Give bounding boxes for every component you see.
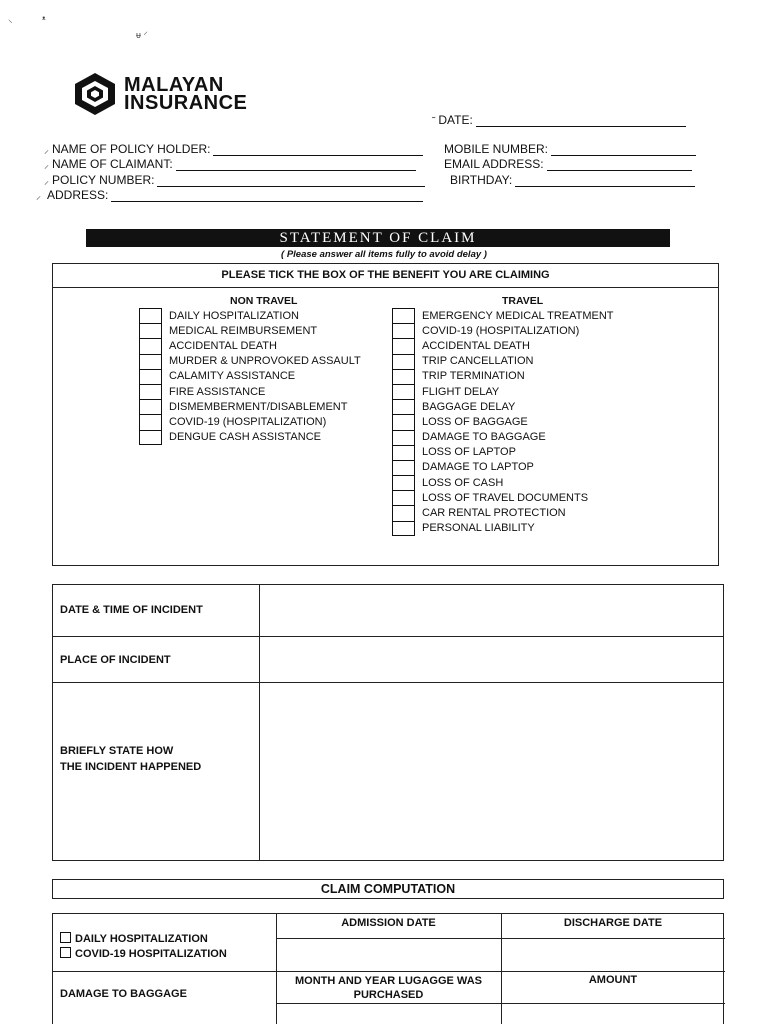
birthday-label: BIRTHDAY: [450, 173, 513, 187]
non-travel-benefit-item[interactable] [139, 399, 361, 414]
place-label: PLACE OF INCIDENT [60, 654, 171, 666]
travel-checkbox[interactable] [392, 490, 415, 505]
travel-checkbox[interactable] [392, 521, 415, 536]
policy-number-field[interactable] [44, 173, 425, 187]
travel-checkbox[interactable] [392, 399, 415, 414]
non-travel-list [139, 308, 361, 445]
incident-row-place[interactable] [53, 637, 723, 683]
scan-mark: ⸌ [8, 18, 13, 28]
travel-benefit-label: LOSS OF BAGGAGE [422, 415, 528, 428]
travel-checkbox[interactable] [392, 384, 415, 399]
non-travel-benefit-label: MURDER & UNPROVOKED ASSAULT [169, 355, 361, 368]
travel-benefit-label: FLIGHT DELAY [422, 385, 500, 398]
check-mark-icon: ⸝ [36, 191, 41, 202]
non-travel-title: NON TRAVEL [230, 295, 298, 307]
check-mark-icon: ⸝ [44, 145, 49, 156]
address-line[interactable] [111, 190, 423, 202]
birthday-line[interactable] [515, 175, 695, 187]
month-year-header [276, 974, 501, 1002]
email-line[interactable] [547, 159, 692, 171]
non-travel-benefit-label: FIRE ASSISTANCE [169, 385, 266, 398]
scan-mark: ᵾ ⸍ [136, 30, 148, 40]
travel-checkbox[interactable] [392, 430, 415, 445]
check-mark-icon: ⸝ [44, 176, 49, 187]
mobile-label: MOBILE NUMBER: [444, 142, 549, 156]
benefits-heading: PLEASE TICK THE BOX OF THE BENEFIT YOU ARE CLAIMING [53, 264, 718, 288]
covid-hosp-label: COVID-19 HOSPITALIZATION [75, 948, 227, 960]
non-travel-benefit-item[interactable] [139, 308, 361, 323]
travel-benefit-label: LOSS OF CASH [422, 476, 504, 489]
non-travel-checkbox[interactable] [139, 384, 162, 399]
non-travel-benefit-label: COVID-19 (HOSPITALIZATION) [169, 415, 327, 428]
non-travel-checkbox[interactable] [139, 399, 162, 414]
malayan-logo-icon [72, 72, 118, 116]
non-travel-checkbox[interactable] [139, 430, 162, 445]
date-field[interactable] [432, 113, 686, 127]
datetime-label: DATE & TIME OF INCIDENT [60, 604, 203, 616]
date-label: DATE: [438, 113, 473, 127]
non-travel-benefit-item[interactable] [139, 384, 361, 399]
travel-checkbox[interactable] [392, 505, 415, 520]
travel-checkbox[interactable] [392, 338, 415, 353]
travel-benefit-item[interactable] [392, 505, 614, 520]
how-label-1: BRIEFLY STATE HOW [60, 745, 174, 757]
non-travel-checkbox[interactable] [139, 369, 162, 384]
claimant-field[interactable] [44, 157, 416, 171]
non-travel-benefit-label: CALAMITY ASSISTANCE [169, 370, 296, 383]
travel-benefit-item[interactable] [392, 414, 614, 429]
travel-checkbox[interactable] [392, 323, 415, 338]
brand-line-2: INSURANCE [124, 92, 248, 114]
non-travel-checkbox[interactable] [139, 414, 162, 429]
travel-benefit-item[interactable] [392, 521, 614, 536]
covid-hosp-option[interactable] [60, 947, 227, 960]
policy-holder-label: NAME OF POLICY HOLDER: [52, 142, 211, 156]
non-travel-checkbox[interactable] [139, 323, 162, 338]
non-travel-benefit-item[interactable] [139, 354, 361, 369]
travel-benefit-item[interactable] [392, 399, 614, 414]
claim-computation-table [52, 913, 724, 1024]
damage-to-baggage-label: DAMAGE TO BAGGAGE [60, 988, 187, 1000]
travel-benefit-item[interactable] [392, 308, 614, 323]
check-mark-icon: ˜ [432, 116, 436, 127]
comp-divider [501, 914, 502, 1024]
non-travel-benefit-item[interactable] [139, 430, 361, 445]
policy-holder-line[interactable] [213, 144, 423, 156]
date-line[interactable] [476, 115, 686, 127]
travel-benefit-label: BAGGAGE DELAY [422, 400, 516, 413]
travel-benefit-item[interactable] [392, 323, 614, 338]
travel-benefit-label: DAMAGE TO BAGGAGE [422, 431, 546, 444]
travel-benefit-label: EMERGENCY MEDICAL TREATMENT [422, 309, 614, 322]
brand-line-1: MALAYAN [124, 74, 224, 96]
company-logo [72, 72, 247, 116]
address-label: ADDRESS: [47, 188, 109, 202]
discharge-date-header: DISCHARGE DATE [563, 917, 663, 929]
travel-benefit-item[interactable] [392, 475, 614, 490]
travel-benefit-item[interactable] [392, 445, 614, 460]
travel-benefit-item[interactable] [392, 338, 614, 353]
travel-checkbox[interactable] [392, 369, 415, 384]
claimant-line[interactable] [176, 159, 416, 171]
how-label-2: THE INCIDENT HAPPENED [60, 761, 202, 773]
travel-benefit-label: PERSONAL LIABILITY [422, 522, 535, 535]
travel-checkbox[interactable] [392, 414, 415, 429]
non-travel-checkbox[interactable] [139, 308, 162, 323]
policy-holder-field[interactable] [44, 142, 423, 156]
travel-benefit-label: ACCIDENTAL DEATH [422, 339, 530, 352]
amount-header: AMOUNT [588, 974, 638, 986]
address-field[interactable] [36, 188, 423, 202]
non-travel-benefit-label: ACCIDENTAL DEATH [169, 339, 277, 352]
comp-rule [276, 938, 725, 939]
non-travel-checkbox[interactable] [139, 354, 162, 369]
travel-benefit-label: LOSS OF LAPTOP [422, 446, 516, 459]
non-travel-checkbox[interactable] [139, 338, 162, 353]
incident-row-how[interactable] [53, 683, 723, 862]
travel-benefit-label: LOSS OF TRAVEL DOCUMENTS [422, 491, 589, 504]
month-year-line-2: PURCHASED [353, 989, 424, 1001]
comp-rule [276, 1003, 725, 1004]
travel-benefit-label: TRIP TERMINATION [422, 370, 525, 383]
non-travel-benefit-label: DISMEMBERMENT/DISABLEMENT [169, 400, 348, 413]
admission-date-header: ADMISSION DATE [341, 917, 436, 929]
travel-checkbox[interactable] [392, 460, 415, 475]
birthday-field[interactable] [450, 173, 695, 187]
benefits-section [52, 263, 719, 566]
travel-benefit-item[interactable] [392, 354, 614, 369]
comp-divider [276, 914, 277, 1024]
travel-benefit-item[interactable] [392, 460, 614, 475]
travel-checkbox[interactable] [392, 354, 415, 369]
statement-of-claim-banner: STATEMENT OF CLAIM [86, 229, 670, 247]
claim-computation-heading: CLAIM COMPUTATION [52, 879, 724, 899]
travel-title: TRAVEL [502, 295, 544, 307]
email-field[interactable] [444, 157, 692, 171]
mobile-field[interactable] [444, 142, 696, 156]
travel-benefit-label: COVID-19 (HOSPITALIZATION) [422, 324, 580, 337]
travel-benefit-item[interactable] [392, 430, 614, 445]
non-travel-benefit-label: MEDICAL REIMBURSEMENT [169, 324, 318, 337]
mobile-line[interactable] [551, 144, 696, 156]
covid-hosp-checkbox[interactable] [60, 947, 71, 958]
month-year-line-1: MONTH AND YEAR LUGAGGE WAS [294, 975, 482, 987]
non-travel-benefit-item[interactable] [139, 369, 361, 384]
non-travel-benefit-item[interactable] [139, 414, 361, 429]
travel-benefit-item[interactable] [392, 369, 614, 384]
non-travel-benefit-label: DENGUE CASH ASSISTANCE [169, 431, 321, 444]
travel-checkbox[interactable] [392, 445, 415, 460]
incident-row-datetime[interactable] [53, 585, 723, 637]
check-mark-icon: ⸝ [44, 160, 49, 171]
non-travel-benefit-item[interactable] [139, 323, 361, 338]
claimant-label: NAME OF CLAIMANT: [52, 157, 173, 171]
travel-benefit-label: TRIP CANCELLATION [422, 355, 534, 368]
non-travel-benefit-item[interactable] [139, 338, 361, 353]
travel-list [392, 308, 614, 536]
email-label: EMAIL ADDRESS: [444, 157, 544, 171]
daily-hosp-checkbox[interactable] [60, 932, 71, 943]
daily-hosp-option[interactable] [60, 932, 208, 945]
comp-rule [53, 971, 725, 972]
travel-checkbox[interactable] [392, 308, 415, 323]
banner-note: ( Please answer all items fully to avoid delay ) [281, 249, 487, 260]
policy-number-line[interactable] [157, 175, 425, 187]
policy-number-label: POLICY NUMBER: [52, 173, 155, 187]
non-travel-benefit-label: DAILY HOSPITALIZATION [169, 309, 299, 322]
daily-hosp-label: DAILY HOSPITALIZATION [75, 933, 208, 945]
incident-table [52, 584, 724, 861]
travel-benefit-label: DAMAGE TO LAPTOP [422, 461, 534, 474]
scan-mark: ᵜ [42, 14, 46, 24]
travel-benefit-item[interactable] [392, 384, 614, 399]
travel-benefit-label: CAR RENTAL PROTECTION [422, 507, 566, 520]
travel-benefit-item[interactable] [392, 490, 614, 505]
travel-checkbox[interactable] [392, 475, 415, 490]
